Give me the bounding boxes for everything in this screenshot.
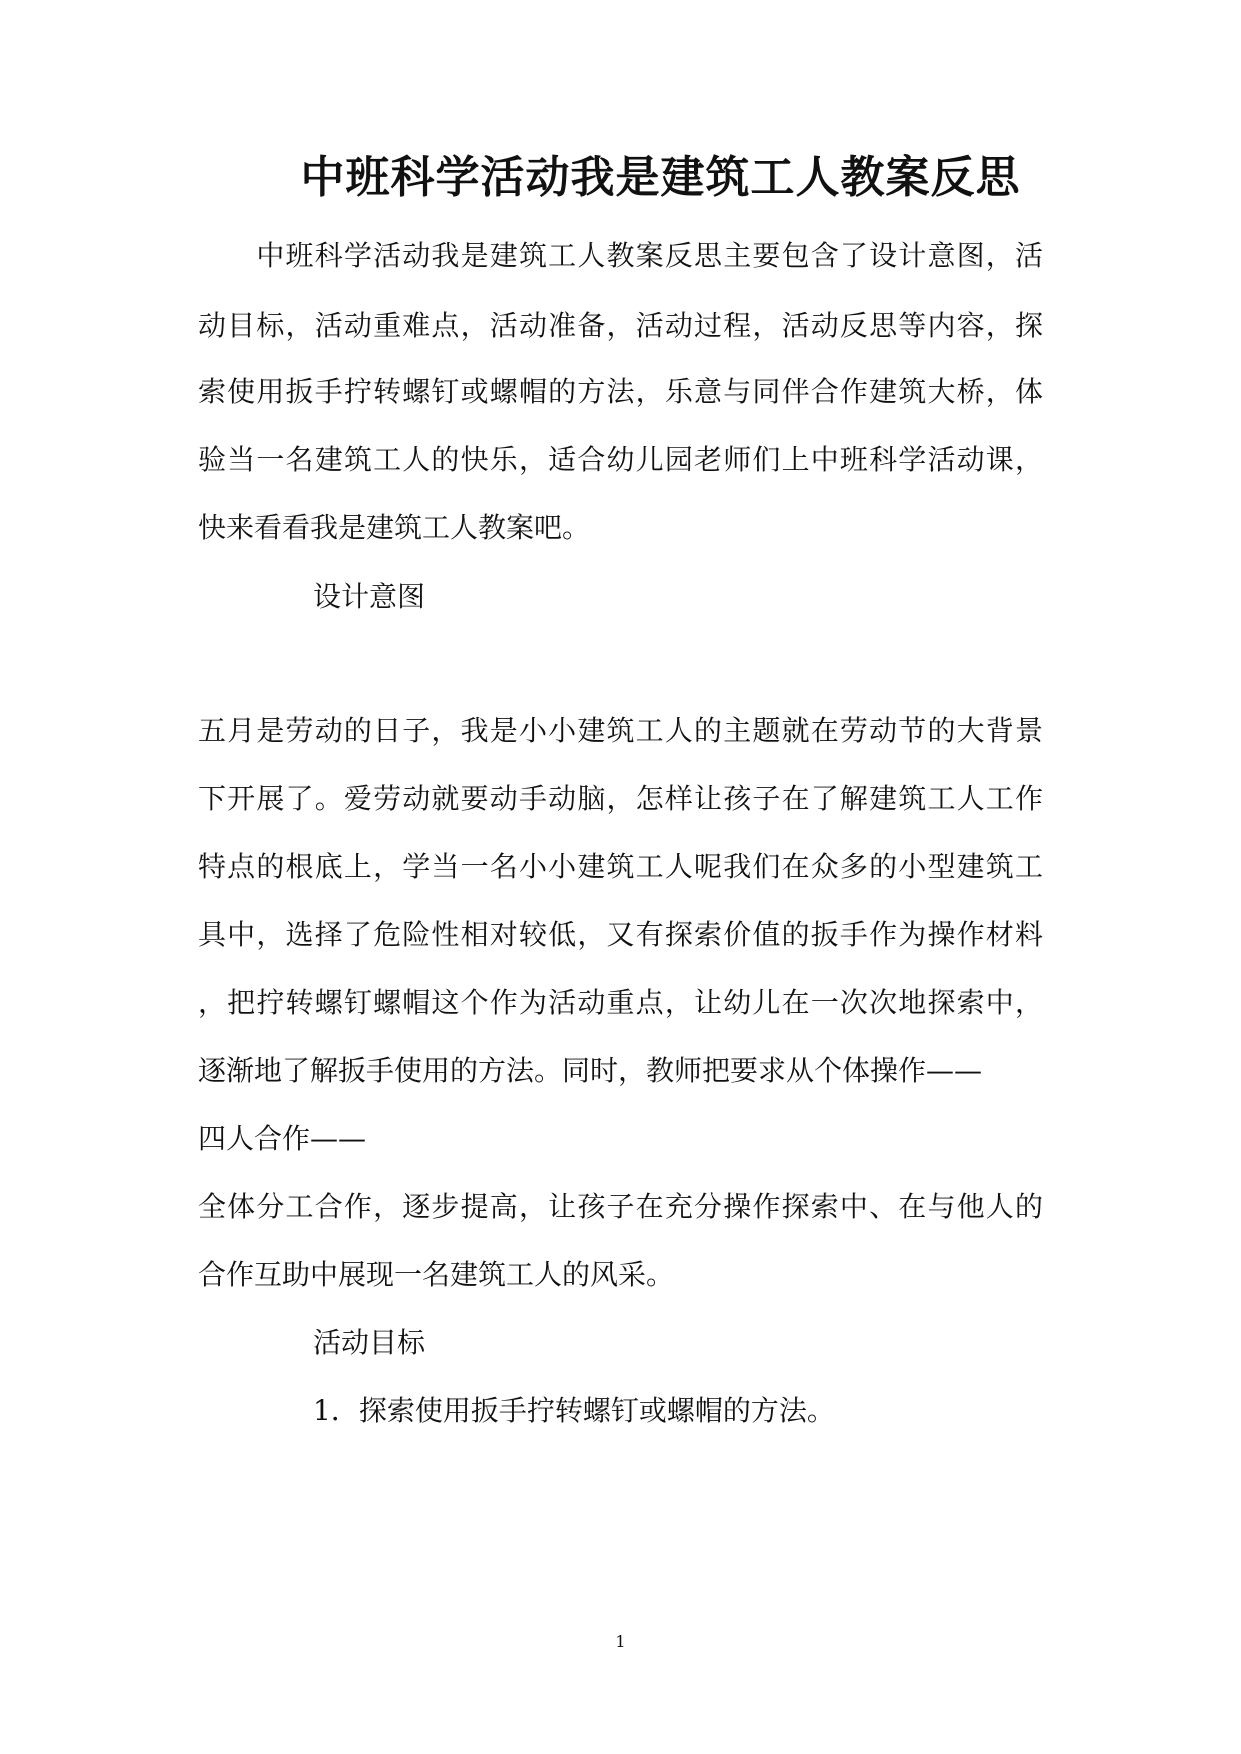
design-line: 逐渐地了解扳手使用的方法。同时，教师把要求从个体操作—— <box>198 1054 983 1087</box>
document-title: 中班科学活动我是建筑工人教案反思 <box>300 152 1021 203</box>
design-line: 合作互助中展现一名建筑工人的风采。 <box>198 1258 675 1291</box>
design-line: 全体分工合作，逐步提高，让孩子在充分操作探索中、在与他人的 <box>198 1190 1043 1223</box>
intro-line: 索使用扳手拧转螺钉或螺帽的方法，乐意与同伴合作建筑大桥，体 <box>198 375 1043 408</box>
page-number: 1 <box>615 1632 626 1651</box>
intro-line: 快来看看我是建筑工人教案吧。 <box>198 511 591 544</box>
intro-line: 动目标，活动重难点，活动准备，活动过程，活动反思等内容，探 <box>198 309 1043 342</box>
design-line: 特点的根底上，学当一名小小建筑工人呢我们在众多的小型建筑工 <box>198 850 1043 883</box>
intro-line: 中班科学活动我是建筑工人教案反思主要包含了设计意图，活 <box>198 239 1043 272</box>
design-line: 五月是劳动的日子，我是小小建筑工人的主题就在劳动节的大背景 <box>198 714 1043 747</box>
section-heading-goals: 活动目标 <box>313 1326 426 1359</box>
design-line: 具中，选择了危险性相对较低，又有探索价值的扳手作为操作材料 <box>198 918 1043 951</box>
intro-line: 验当一名建筑工人的快乐，适合幼儿园老师们上中班科学活动课， <box>198 443 1043 476</box>
design-line: 下开展了。爱劳动就要动手动脑，怎样让孩子在了解建筑工人工作 <box>198 782 1043 815</box>
goal-item: 1．探索使用扳手拧转螺钉或螺帽的方法。 <box>313 1394 835 1427</box>
design-line: 四人合作—— <box>198 1122 367 1155</box>
section-heading-design: 设计意图 <box>313 580 426 613</box>
design-line: ，把拧转螺钉螺帽这个作为活动重点，让幼儿在一次次地探索中， <box>198 986 1043 1019</box>
